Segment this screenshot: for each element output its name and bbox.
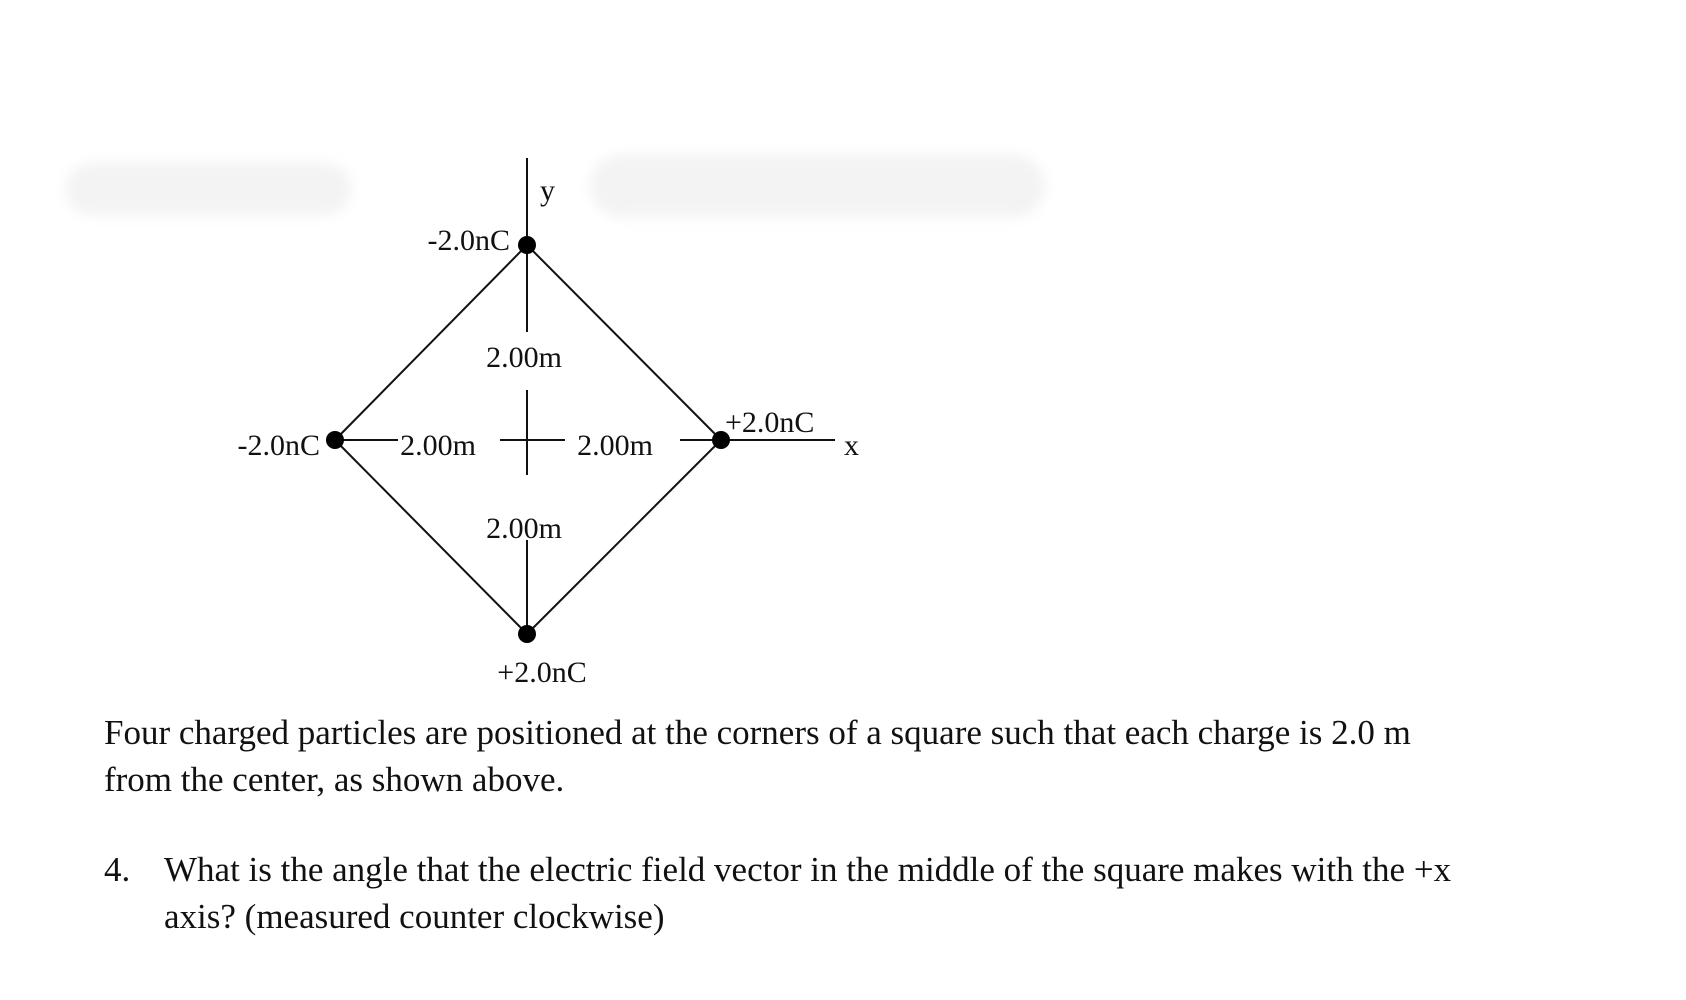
- problem-description: [104, 709, 1411, 803]
- charge-dot-bottom: [518, 625, 536, 643]
- distance-label-up: 2.00m: [486, 341, 562, 374]
- question-line-2: axis? (measured counter clockwise): [164, 897, 665, 936]
- question-number: 4.: [104, 850, 131, 889]
- charge-label-right: +2.0nC: [725, 406, 815, 439]
- charge-label-bottom: +2.0nC: [497, 656, 587, 689]
- x-axis-label: x: [844, 429, 859, 462]
- y-axis-label: y: [540, 174, 555, 207]
- charge-label-top: -2.0nC: [427, 224, 510, 257]
- distance-label-right: 2.00m: [577, 429, 653, 462]
- charge-dot-top: [518, 236, 536, 254]
- charge-label-left: -2.0nC: [237, 429, 320, 462]
- charge-dot-left: [326, 431, 344, 449]
- description-line-1: Four charged particles are positioned at the corners of a square such that each charge is 2.0 m: [104, 713, 1411, 752]
- distance-label-down: 2.00m: [486, 512, 562, 545]
- description-line-2: from the center, as shown above.: [104, 760, 565, 799]
- question-line-1: What is the angle that the electric field vector in the middle of the square makes with the +x: [164, 850, 1452, 889]
- distance-label-left: 2.00m: [400, 429, 476, 462]
